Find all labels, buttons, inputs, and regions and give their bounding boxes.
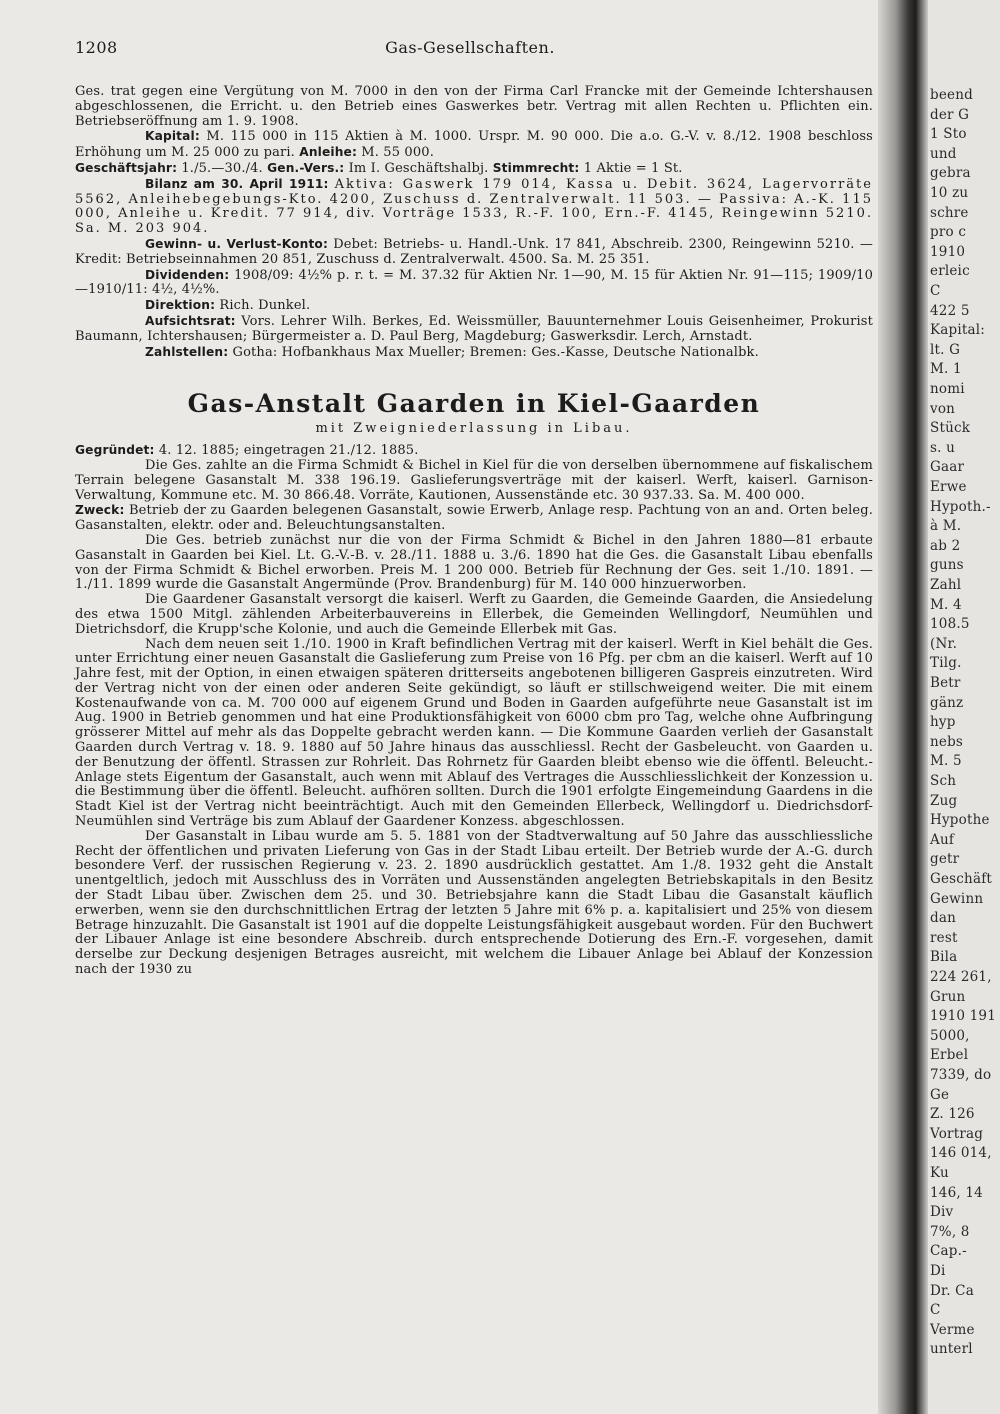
adjacent-page-fragment: nebs [930, 733, 964, 750]
gv-label: Gen.-Vers.: [267, 160, 345, 175]
adjacent-page-fragment: gänz [930, 694, 964, 711]
adjacent-page-fragment: Sch [930, 773, 957, 789]
adjacent-page-fragment: 7%, 8 [930, 1223, 970, 1240]
dir-label: Direktion: [145, 298, 216, 313]
zahl-text: Gotha: Hofbankhaus Max Mueller; Bremen: Ges.-Kasse, Deutsche Nationalbk. [232, 344, 759, 360]
prev-kapital [75, 129, 873, 161]
prev-zahlstellen [75, 345, 873, 361]
paragraph-libau: Der Gasanstalt in Libau wurde am 5. 5. 1881 von der Stadtverwaltung auf 50 Jahre das ausschliessliche Recht der öffentlichen und privaten Lieferung von Gas in der Stadt Libau erteilt. Der Betrieb wurde der A.-G. durch besondere Verf. der russischen Regierung v. 23. 2. 1890 ausdrücklich gestattet. Am 1./8. 1932 geht die Anstalt unentgeltlich, jedoch mit Ausschluss des in Vorräten und Aussenständen angelegten Betriebskapitals in den Besitz der Stadt Libau über. Zwischen dem 25. und 30. Betriebsjahre kann die Stadt Libau die Gasanstalt käuflich erwerben, wenn sie den durchschnittlichen Ertrag der letzten 5 Jahre mit 6% p. a. kapitalisiert und 25% von diesem Betrage hinzuzahlt. Die Gasanstalt ist 1901 auf die doppelte Leistungsfähigkeit ausgebaut worden. Für den Buchwert der Libauer Anlage ist eine besondere Abschreib. durch entsprechende Dotierung des Ern.-F. vorgesehen, damit derselbe zur Deckung desjenigen Betrages ausreicht, mit welchem die Libauer Anlage bei Ablauf der Konzession nach der 1930 zu [75, 828, 873, 978]
adjacent-page-fragment: Dr. Ca [930, 1282, 974, 1299]
paragraph-history: Die Ges. betrieb zunächst nur die von der Firma Schmidt & Bichel in den Jahren 1880—81 erbaute Gasanstalt in Gaarden bei Kiel. Lt. G.-V.-B. v. 28./11. 1888 u. 3./6. 1890 hat die Ges. die Gasanstalt Libau ebenfalls von der Firma Schmidt & Bichel erworben. Preis M. 1 200 000. Betrieb für Rechnung der Ges. seit 1./10. 1891. — 1./11. 1899 wurde die Gasanstalt Angermünde (Prov. Brandenburg) für M. 140 000 hinzuerworben. [75, 532, 873, 593]
adjacent-page-fragment: von [930, 400, 956, 417]
adjacent-page-fragment: rest [930, 929, 958, 946]
adjacent-page-fragment: à M. [930, 518, 962, 535]
adjacent-page-fragment: schre [930, 204, 969, 221]
running-title: Gas-Gesellschaften. [385, 38, 555, 57]
gj-label: Geschäftsjahr: [75, 160, 178, 175]
adjacent-page-fragment: Di [930, 1263, 946, 1279]
adjacent-page-fragment: C [930, 283, 941, 299]
page-number: 1208 [75, 38, 118, 57]
prev-direktion [75, 298, 873, 314]
zweck-text: Betrieb der zu Gaarden belegenen Gasanstalt, sowie Erwerb, Anlage resp. Pachtung von an and. Orten beleg. Gasanstalten, elektr. oder and. Beleuchtungsanstalten. [75, 503, 873, 534]
adjacent-page-fragment: Kapital: [930, 322, 986, 339]
adjacent-page-fragment: (Nr. [930, 635, 958, 652]
adjacent-page-fragment: getr [930, 851, 960, 868]
adjacent-page-fragment: Cap.- [930, 1243, 967, 1260]
gegruendet [75, 443, 873, 459]
section-title: Gas-Anstalt Gaarden in Kiel-Gaarden [187, 389, 761, 419]
ar-label: Aufsichtsrat: [145, 313, 236, 328]
adjacent-page-fragment: pro c [930, 224, 967, 241]
adjacent-page-fragment: Gaar [930, 459, 965, 476]
adjacent-page-fragment: und [930, 145, 957, 162]
adjacent-page-fragment: Bila [930, 949, 958, 966]
zweck [75, 503, 873, 534]
bilanz-label: Bilanz am 30. April 1911: [145, 176, 329, 191]
div-text: 1908/09: 4½% p. r. t. = M. 37.32 für Aktien Nr. 1—90, M. 15 für Aktien Nr. 91—115; 1909/10—1910/11: 4½, 4½%. [75, 267, 873, 298]
stimm-text: 1 Aktie = 1 St. [583, 160, 683, 176]
adjacent-page-fragment: gebra [930, 165, 971, 182]
stimm-label: Stimmrecht: [492, 160, 580, 175]
book-gutter [878, 0, 928, 1414]
adjacent-page-fragment: erleic [930, 263, 970, 280]
kapital-text: M. 115 000 in 115 Aktien à M. 1000. Urspr. M. 90 000. Die a.o. G.-V. v. 8./12. 1908 beschloss Erhöhung um M. 25 000 zu pari. [75, 129, 873, 161]
adjacent-page-fragment: Erwe [930, 479, 967, 495]
paragraph-supply: Die Gaardener Gasanstalt versorgt die kaiserl. Werft zu Gaarden, die Gemeinde Gaarden, die Ansiedelung des etwa 1500 Mitgl. zählenden Arbeiterbauvereins in Ellerbek, die Gemeinden Wellingdorf, Neumühlen und Dietrichsdorf, die Krupp'sche Kolonie, und auch die Gemeinde Ellerbek mit Gas. [75, 592, 873, 637]
adjacent-page-fragment: Erbel [930, 1047, 969, 1064]
adjacent-page-fragment: 224 261, [930, 969, 992, 985]
gv-text: Im I. Geschäftshalbj. [348, 160, 489, 176]
paragraph-contract: Nach dem neuen seit 1./10. 1900 in Kraft befindlichen Vertrag mit der kaiserl. Werft in Kiel behält die Ges. unter Errichtung einer neuen Gasanstalt die Gaslieferung zum Preise von 16 Pfg. per cbm an die kaiserl. Werft auf 10 Jahre fest, mit der Option, in einen etwaigen späteren dritterseits angebotenen billigeren Gaspreis einzutreten. Wird der Vertrag nicht von der einen oder anderen Seite gekündigt, so läuft er stillschweigend weiter. Die mit einem Kostenaufwande von ca. M. 700 000 auf eigenem Grund und Boden in Gaarden aufgeführte neue Gasanstalt ist im Aug. 1900 in Betrieb genommen und hat eine Produktionsfähigkeit von 6000 cbm pro Tag, welche ohne Aufbringung grösserer Mittel auf mehr als das Doppelte gebracht werden kann. — Die Kommune Gaarden verlieh der Gasanstalt Gaarden durch Vertrag v. 18. 9. 1880 auf 50 Jahre hinaus das ausschliessl. Recht der Gasbeleucht. von Gaarden u. der Benutzung der öffentl. Strassen zur Rohrleit. Das Rohrnetz für Gaarden bleibt ebenso wie die öffentl. Beleucht.-Anlage stets Eigentum der Gasanstalt, auch wenn mit Ablauf des Vertrages die Ausschliesslichkeit der Konzession u. die Bestimmung über die öffentl. Beleucht. aufhören sollten. Durch die 1901 erfolgte Eingemeindung Gaardens in die Stadt Kiel ist der Vertrag nicht beeinträchtigt. Auch mit den Gemeinden Ellerbeck, Wellingdorf u. Diedrichsdorf-Neumühlen sind Verträge bis zum Ablauf der Gaardener Konzess. abgeschlossen. [75, 636, 873, 830]
adjacent-page-fragment: Stück [930, 420, 971, 437]
prev-aufsichtsrat [75, 314, 873, 345]
adjacent-page-fragment: Ge [930, 1086, 950, 1103]
adjacent-page-fragment: 5000, [930, 1027, 970, 1044]
adjacent-page-fragment: Auf [930, 831, 955, 848]
prev-geschaeftsjahr [75, 161, 873, 177]
adjacent-page-fragment: Zahl [930, 577, 962, 593]
prev-guv [75, 237, 873, 268]
bilanz-text: Aktiva: Gaswerk 179 014, Kassa u. Debit. 3624, Lagervorräte 5562, Anleihebegebungs-Kto. 4200, Zuschuss d. Zentralverwalt. 11 503. — Passiva: A.-K. 115 000, Anleihe u. Kredit. 77 914, div. Vorträge 1533, R.-F. 100, Ern.-F. 4145, Reingewinn 5210. Sa. M. 203 904. [75, 176, 873, 237]
adjacent-page-fragment: beend [930, 87, 973, 103]
adjacent-page-fragment: 1910 191 [930, 1008, 997, 1025]
guv-text: Debet: Betriebs- u. Handl.-Unk. 17 841, Abschreib. 2300, Reingewinn 5210. — Kredit: Betriebseinnahmen 20 851, Zuschuss d. Zentralverwalt. 4500. Sa. M. 25 351. [75, 236, 873, 267]
adjacent-page-fragment: 108.5 [930, 616, 970, 633]
zweck-label: Zweck: [75, 503, 125, 518]
adjacent-page-fragment: Gewinn [930, 890, 984, 907]
adjacent-page-fragment: der G [930, 106, 970, 123]
page-body [75, 85, 873, 978]
gegruendet-text: 4. 12. 1885; eingetragen 21./12. 1885. [158, 443, 419, 459]
prev-bilanz [75, 177, 873, 237]
adjacent-page-fragment: lt. G [930, 341, 961, 358]
guv-label: Gewinn- u. Verlust-Konto: [145, 236, 328, 251]
adjacent-page-fragment: s. u [930, 439, 956, 456]
adjacent-page-fragment: guns [930, 557, 964, 574]
adjacent-page-fragment: Ku [930, 1165, 949, 1181]
anleihe-text: M. 55 000. [361, 145, 434, 161]
adjacent-page-fragment: Grun [930, 988, 966, 1005]
adjacent-page-fragment: Div [930, 1204, 954, 1221]
adjacent-page-fragment: Vortrag [930, 1125, 984, 1142]
gegruendet-paragraph: Die Ges. zahlte an die Firma Schmidt & Bichel in Kiel für die von derselben übernommene auf fiskalischem Terrain belegene Gasanstalt M. 338 196.19. Gaslieferungsverträge mit der kaiserl. Werft, kaiserl. Garnison-Verwaltung, Kommune etc. M. 30 866.48. Vorräte, Kautionen, Aussenstände etc. 30 937.33. Sa. M. 400 000. [75, 457, 873, 503]
adjacent-page-edge [928, 0, 1000, 1414]
gegruendet-label: Gegründet: [75, 443, 155, 458]
adjacent-page-fragment: ab 2 [930, 537, 961, 554]
adjacent-page-fragment: dan [930, 910, 956, 927]
adjacent-page-fragment: nomi [930, 381, 965, 397]
page-header [75, 38, 875, 60]
adjacent-page-fragment: Betr [930, 675, 961, 691]
adjacent-page-fragment: 1 Sto [930, 126, 967, 143]
adjacent-page-fragment: M. 1 [930, 361, 962, 378]
adjacent-page-fragment: 10 zu [930, 185, 969, 201]
prev-intro: Ges. trat gegen eine Vergütung von M. 7000 in den von der Firma Carl Francke mit der Gemeinde Ichtershausen abgeschlossenen, die Erricht. u. den Betrieb eines Gaswerkes betr. Vertrag mit allen Rechten u. Pflichten ein. Betriebseröffnung am 1. 9. 1908. [75, 84, 873, 129]
anleihe-label: Anleihe: [299, 145, 357, 160]
adjacent-page-fragment: 422 5 [930, 302, 970, 319]
prev-dividenden [75, 268, 873, 299]
adjacent-page-fragment: M. 5 [930, 753, 962, 770]
adjacent-page-fragment: Hypoth.- [930, 498, 991, 515]
adjacent-page-fragment: 146 014, [930, 1145, 992, 1162]
adjacent-page-fragment: 1910 [930, 243, 966, 260]
adjacent-page-fragment: Hypothe [930, 812, 990, 829]
adjacent-page-fragment: Zug [930, 792, 958, 809]
adjacent-page-fragment: 7339, do [930, 1067, 992, 1083]
zahl-label: Zahlstellen: [145, 344, 229, 359]
adjacent-page-fragment: Z. 126 [930, 1106, 975, 1123]
adjacent-page-fragment: M. 4 [930, 596, 962, 613]
kapital-label: Kapital: [145, 129, 200, 144]
section-subtitle: mit Zweigniederlassung in Libau. [315, 421, 633, 437]
adjacent-page-fragment: hyp [930, 714, 956, 731]
adjacent-page-fragment: 146, 14 [930, 1184, 983, 1201]
div-label: Dividenden: [145, 267, 230, 282]
adjacent-page-fragment: Tilg. [930, 655, 962, 672]
adjacent-page-fragment: C [930, 1302, 941, 1319]
adjacent-page-fragment: Verme [930, 1321, 975, 1338]
adjacent-page-fragment: Geschäft [930, 871, 993, 887]
ar-text: Vors. Lehrer Wilh. Berkes, Ed. Weissmüller, Bauunternehmer Louis Geisenheimer, Prokurist Baumann, Ichtershausen; Bürgermeister a. D. Paul Berg, Magdeburg; Gaswerksdir. Lerch, Arnstadt. [75, 313, 873, 344]
gj-text: 1./5.—30./4. [181, 160, 263, 176]
adjacent-page-fragment: unterl [930, 1341, 973, 1358]
dir-text: Rich. Dunkel. [219, 298, 311, 314]
